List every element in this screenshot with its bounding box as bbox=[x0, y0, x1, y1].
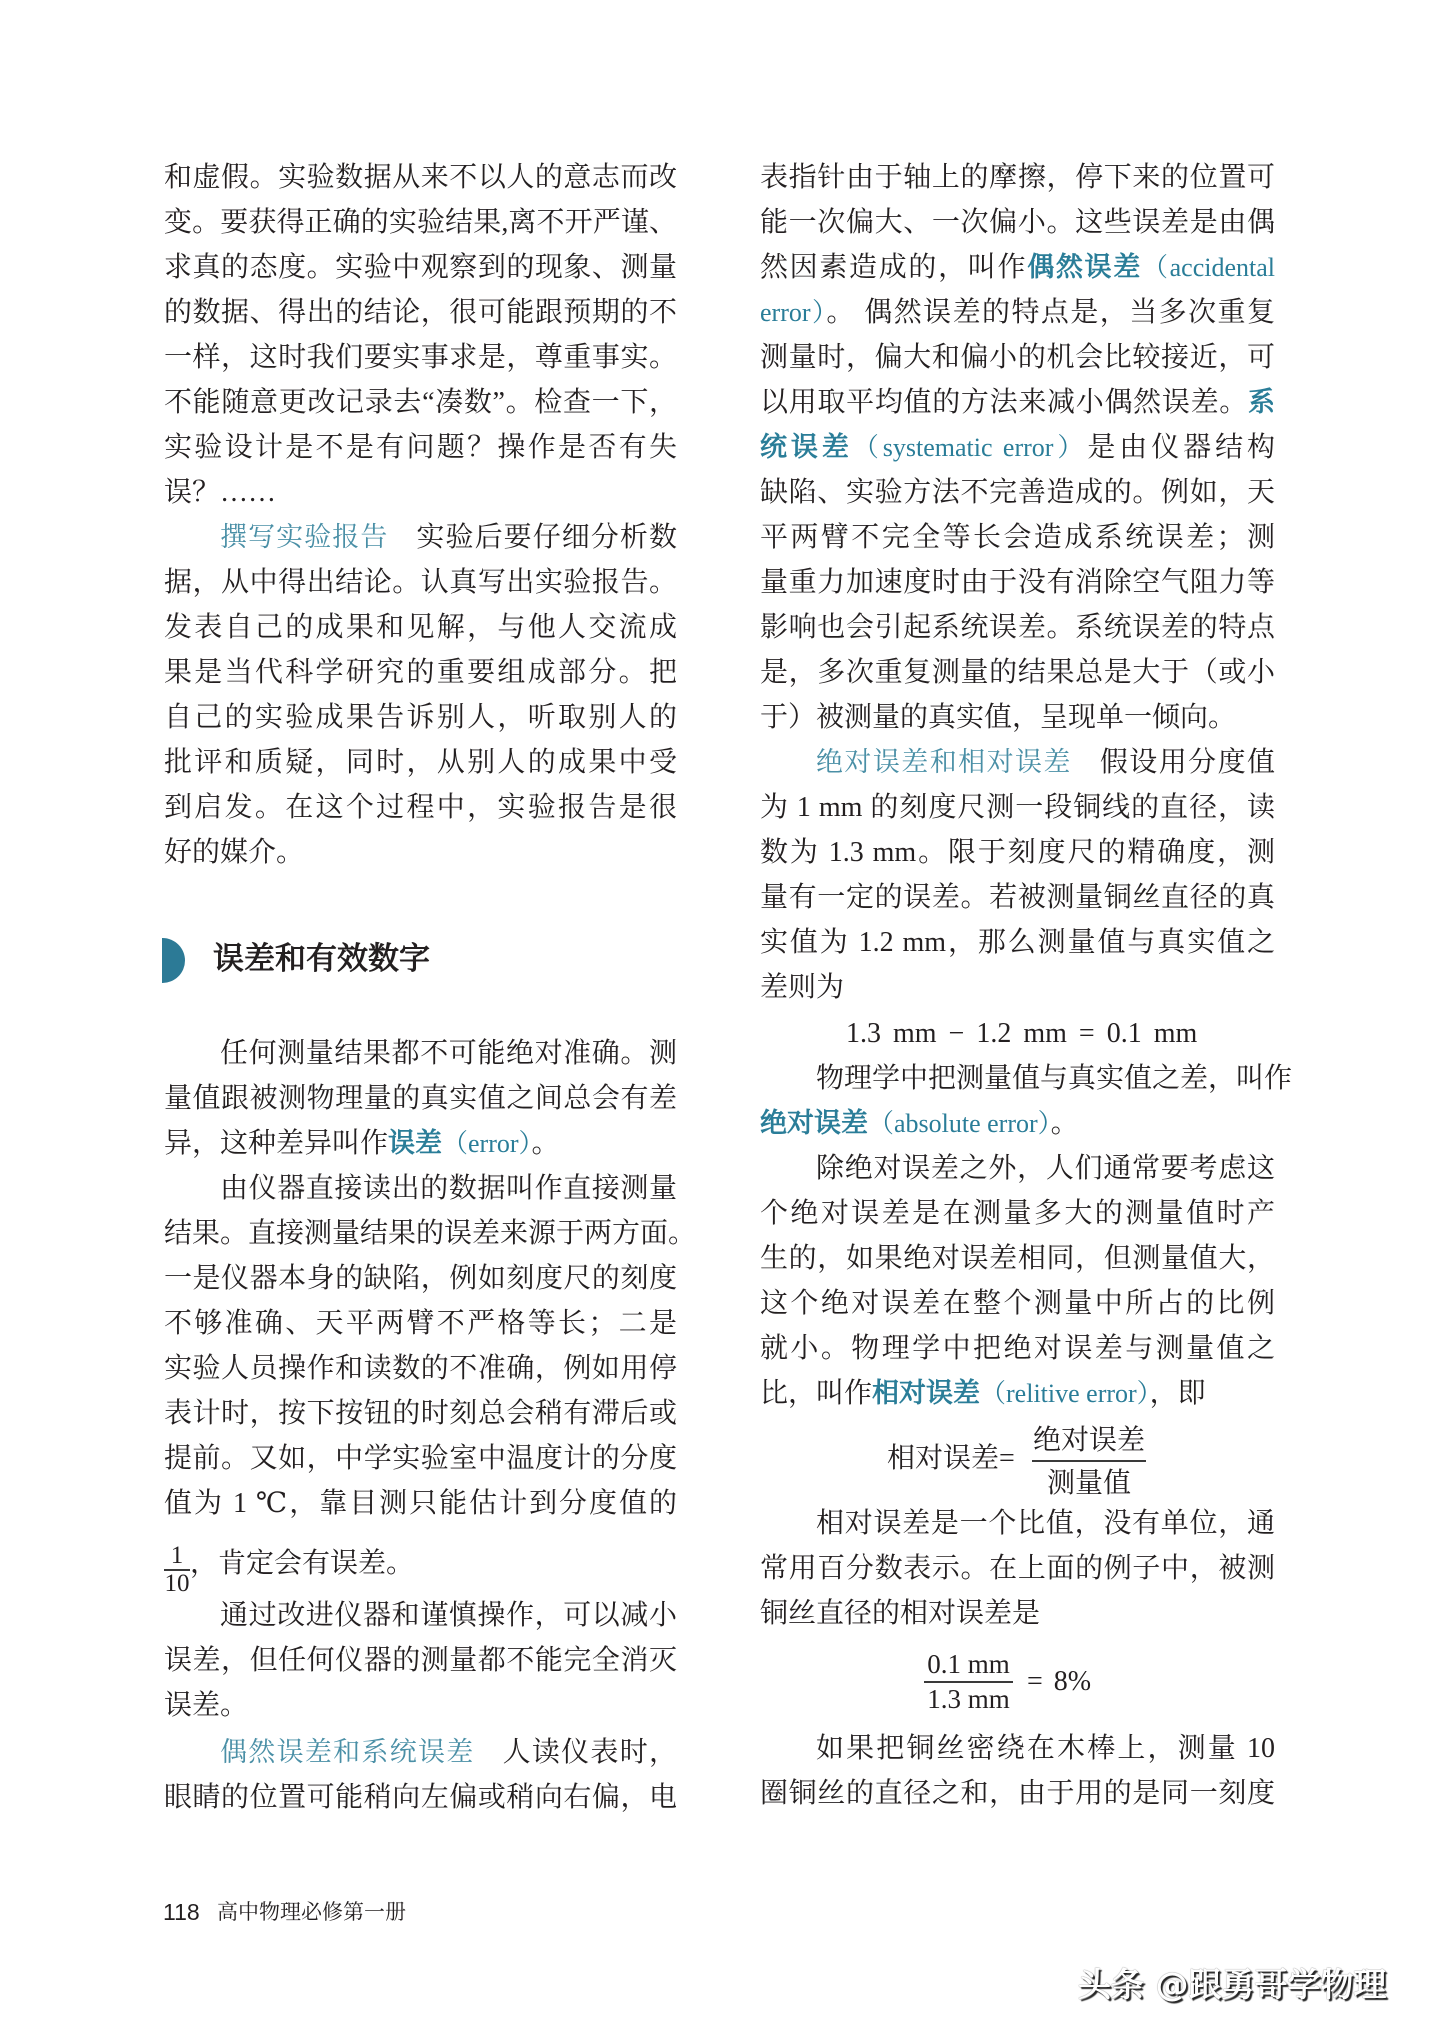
text-line bbox=[164, 515, 677, 560]
line-text: 。 偶然误差的特点是，当多次重复 bbox=[826, 297, 1275, 328]
line-text: 自己的实验成果告诉别人，听取别人的 bbox=[164, 702, 677, 733]
line-text: 量重力加速度时由于没有消除空气阻力等 bbox=[760, 567, 1275, 598]
text-line bbox=[164, 245, 677, 290]
line-text: 是，多次重复测量的结果总是大于（或小 bbox=[760, 657, 1275, 688]
term-english: （absolute error） bbox=[868, 1109, 1051, 1138]
term-english: （relitive error） bbox=[980, 1379, 1150, 1408]
text-line bbox=[164, 1211, 697, 1256]
text-line bbox=[164, 1775, 677, 1820]
line-text: 以用取平均值的方法来减小偶然误差。 bbox=[760, 387, 1248, 418]
section-marker-icon bbox=[162, 938, 185, 983]
line-text: 生的，如果绝对误差相同，但测量值大， bbox=[760, 1243, 1275, 1274]
term-highlight: 统误差 bbox=[760, 432, 853, 463]
line-text: 提前。又如，中学实验室中温度计的分度 bbox=[164, 1443, 677, 1474]
line-text: 除绝对误差之外，人们通常要考虑这 bbox=[816, 1153, 1275, 1184]
line-text: 相对误差是一个比值，没有单位，通 bbox=[816, 1508, 1275, 1539]
text-line bbox=[760, 245, 1275, 290]
line-text: 的数据、得出的结论，很可能跟预期的不 bbox=[164, 297, 677, 328]
line-text: 实验设计是不是有问题？操作是否有失 bbox=[164, 432, 677, 463]
equation-absolute-error: 1.3 mm − 1.2 mm = 0.1 mm bbox=[846, 1018, 1198, 1049]
line-text: 能一次偏大、一次偏小。这些误差是由偶 bbox=[760, 207, 1275, 238]
text-line bbox=[164, 1256, 677, 1301]
line-text: 然因素造成的，叫作 bbox=[760, 252, 1028, 283]
line-text: 值为 1 ℃，靠目测只能估计到分度值的 bbox=[164, 1488, 677, 1519]
term-highlight: 偶然误差 bbox=[1027, 252, 1142, 283]
line-text: 量值跟被测物理量的真实值之间总会有差 bbox=[164, 1083, 677, 1114]
line-text: 铜丝直径的相对误差是 bbox=[760, 1598, 1041, 1629]
fraction-numerator: 0.1 mm bbox=[927, 1649, 1010, 1679]
text-line bbox=[760, 1371, 1275, 1416]
line-text: 。 bbox=[1050, 1108, 1079, 1139]
fraction-denominator: 10 bbox=[164, 1570, 190, 1597]
line-text: 物理学中把测量值与真实值之差，叫作 bbox=[816, 1063, 1293, 1094]
line-text: 如果把铜丝密绕在木棒上，测量 10 bbox=[816, 1733, 1275, 1764]
text-line bbox=[760, 965, 1275, 1010]
subsection-label: 偶然误差和系统误差 bbox=[220, 1737, 475, 1768]
line-text: 变。要获得正确的实验结果,离不开严谨、 bbox=[164, 207, 677, 238]
text-line bbox=[164, 380, 677, 425]
text-line bbox=[760, 650, 1275, 695]
line-text: 就小。物理学中把绝对误差与测量值之 bbox=[760, 1333, 1275, 1364]
text-line bbox=[164, 1436, 677, 1481]
line-text: 不能随意更改记录去“凑数”。检查一下， bbox=[164, 387, 677, 418]
line-text: 个绝对误差是在测量多大的测量值时产 bbox=[760, 1198, 1275, 1229]
text-line bbox=[164, 1481, 677, 1526]
line-text: 一是仪器本身的缺陷，例如刻度尺的刻度 bbox=[164, 1263, 677, 1294]
text-line bbox=[164, 425, 677, 470]
text-line bbox=[760, 1191, 1275, 1236]
text-line bbox=[760, 380, 1275, 425]
line-text: 这个绝对误差在整个测量中所占的比例 bbox=[760, 1288, 1275, 1319]
line-text: 求真的态度。实验中观察到的现象、测量 bbox=[164, 252, 677, 283]
line-text: 到启发。在这个过程中，实验报告是很 bbox=[164, 792, 677, 823]
fraction-numerator: 1 bbox=[170, 1542, 184, 1569]
text-line bbox=[760, 1326, 1275, 1371]
line-text: 缺陷、实验方法不完善造成的。例如，天 bbox=[760, 477, 1275, 508]
line-text: 是由仪器结构 bbox=[1087, 432, 1275, 463]
line-text: 好的媒介。 bbox=[164, 837, 305, 868]
line-text: 表指针由于轴上的摩擦，停下来的位置可 bbox=[760, 162, 1275, 193]
line-text: 误差，但任何仪器的测量都不能完全消灭 bbox=[164, 1645, 677, 1676]
text-line bbox=[760, 560, 1275, 605]
text-line bbox=[164, 1076, 677, 1121]
term-highlight: 系 bbox=[1248, 387, 1275, 418]
text-line bbox=[164, 785, 677, 830]
text-line bbox=[164, 1121, 677, 1166]
term-english: （error） bbox=[442, 1129, 532, 1158]
text-line bbox=[760, 155, 1275, 200]
text-line bbox=[164, 155, 677, 200]
text-line bbox=[164, 740, 677, 785]
line-text: 通过改进仪器和谨慎操作，可以减小 bbox=[220, 1600, 677, 1631]
text-line bbox=[164, 290, 677, 335]
line-text: 一样，这时我们要实事求是，尊重事实。 bbox=[164, 342, 677, 373]
page-number: 118 bbox=[163, 1899, 200, 1925]
text-line bbox=[760, 695, 1275, 740]
term-highlight: 相对误差 bbox=[872, 1378, 981, 1409]
text-line bbox=[190, 1541, 414, 1586]
text-line bbox=[164, 335, 677, 380]
fraction-denominator: 测量值 bbox=[1046, 1466, 1131, 1499]
fraction-numerator: 绝对误差 bbox=[1032, 1423, 1145, 1456]
line-text: 差则为 bbox=[760, 972, 845, 1003]
term-highlight: 误差 bbox=[388, 1128, 443, 1159]
line-text: 圈铜丝的直径之和，由于用的是同一刻度 bbox=[760, 1778, 1275, 1809]
line-text: 量有一定的误差。若被测量铜丝直径的真 bbox=[760, 882, 1275, 913]
line-text: 不够准确、天平两臂不严格等长；二是 bbox=[164, 1308, 677, 1339]
text-line bbox=[760, 830, 1275, 875]
text-line bbox=[164, 560, 677, 605]
line-text: ，肯定会有误差。 bbox=[190, 1548, 415, 1579]
text-line bbox=[164, 695, 677, 740]
formula-lhs: 相对误差= bbox=[887, 1443, 1015, 1474]
term-english: error） bbox=[760, 298, 827, 327]
text-line bbox=[164, 1730, 677, 1775]
text-line bbox=[760, 1281, 1275, 1326]
text-line bbox=[164, 1346, 677, 1391]
line-text: 比，叫作 bbox=[760, 1378, 873, 1409]
term-english: （systematic error） bbox=[852, 433, 1088, 462]
line-text: 假设用分度值 bbox=[1099, 747, 1275, 778]
line-text: 实验人员操作和读数的不准确，例如用停 bbox=[164, 1353, 677, 1384]
text-line bbox=[164, 650, 677, 695]
text-line bbox=[760, 1546, 1275, 1591]
line-text: ，即 bbox=[1149, 1378, 1206, 1409]
line-text: 批评和质疑，同时，从别人的成果中受 bbox=[164, 747, 677, 778]
line-text: 表计时，按下按钮的时刻总会稍有滞后或 bbox=[164, 1398, 677, 1429]
line-text: 实验后要仔细分析数 bbox=[416, 522, 677, 553]
watermark: 头条 @跟勇哥学物理 bbox=[1078, 1965, 1387, 2004]
line-text: 实值为 1.2 mm，那么测量值与真实值之 bbox=[760, 927, 1275, 958]
text-line bbox=[760, 1146, 1275, 1191]
text-line bbox=[760, 740, 1275, 785]
text-line bbox=[164, 200, 677, 245]
text-line bbox=[164, 1593, 677, 1638]
text-line bbox=[164, 605, 677, 650]
line-text: 由仪器直接读出的数据叫作直接测量 bbox=[220, 1173, 677, 1204]
text-line bbox=[760, 1501, 1275, 1546]
text-line bbox=[760, 920, 1275, 965]
line-text: 眼睛的位置可能稍向左偏或稍向右偏，电 bbox=[164, 1782, 677, 1813]
text-line bbox=[760, 1591, 1275, 1636]
line-text: 误？…… bbox=[164, 477, 277, 508]
text-line bbox=[760, 1056, 1293, 1101]
text-line bbox=[760, 1771, 1275, 1816]
line-text: 和虚假。实验数据从来不以人的意志而改 bbox=[164, 162, 677, 193]
line-text: 于）被测量的真实值，呈现单一倾向。 bbox=[760, 702, 1237, 733]
text-line bbox=[164, 830, 677, 875]
line-text: 常用百分数表示。在上面的例子中，被测 bbox=[760, 1553, 1275, 1584]
subsection-label: 绝对误差和相对误差 bbox=[816, 747, 1072, 778]
line-text: 发表自己的成果和见解，与他人交流成 bbox=[164, 612, 677, 643]
subsection-label: 撰写实验报告 bbox=[220, 522, 389, 553]
text-line bbox=[760, 425, 1275, 470]
line-text: 果是当代科学研究的重要组成部分。把 bbox=[164, 657, 677, 688]
line-text: 结果。直接测量结果的误差来源于两方面。 bbox=[164, 1218, 697, 1249]
line-text: 测量时，偏大和偏小的机会比较接近，可 bbox=[760, 342, 1275, 373]
text-line bbox=[760, 785, 1275, 830]
line-text: 。 bbox=[531, 1128, 560, 1159]
section-heading: 误差和有效数字 bbox=[213, 941, 430, 977]
fraction-bar bbox=[1032, 1460, 1146, 1462]
line-text: 平两臂不完全等长会造成系统误差；测 bbox=[760, 522, 1275, 553]
text-line bbox=[760, 875, 1275, 920]
line-text: 据，从中得出结论。认真写出实验报告。 bbox=[164, 567, 677, 598]
term-highlight: 绝对误差 bbox=[760, 1108, 868, 1139]
line-text: 人读仪表时， bbox=[502, 1737, 677, 1768]
text-line bbox=[760, 290, 1275, 335]
text-line bbox=[164, 1031, 677, 1076]
line-text: 数为 1.3 mm。限于刻度尺的精确度，测 bbox=[760, 837, 1275, 868]
formula-result: = 8% bbox=[1027, 1666, 1092, 1697]
text-line bbox=[164, 1683, 677, 1728]
text-line bbox=[164, 1301, 677, 1346]
text-line bbox=[760, 200, 1275, 245]
term-english: （accidental bbox=[1141, 253, 1275, 282]
text-line bbox=[760, 1236, 1275, 1281]
text-line bbox=[760, 605, 1275, 650]
text-line bbox=[760, 1726, 1275, 1771]
text-line bbox=[164, 1638, 677, 1683]
book-title: 高中物理必修第一册 bbox=[217, 1900, 406, 1924]
text-line bbox=[164, 1166, 677, 1211]
line-text: 影响也会引起系统误差。系统误差的特点 bbox=[760, 612, 1275, 643]
line-text: 异，这种差异叫作 bbox=[164, 1128, 389, 1159]
text-line bbox=[760, 470, 1275, 515]
text-line bbox=[164, 1391, 677, 1436]
text-line bbox=[760, 1101, 1275, 1146]
text-line bbox=[760, 335, 1275, 380]
line-text: 为 1 mm 的刻度尺测一段铜线的直径，读 bbox=[760, 792, 1275, 823]
text-line bbox=[164, 470, 677, 515]
fraction-denominator: 1.3 mm bbox=[927, 1684, 1010, 1714]
text-line bbox=[760, 515, 1275, 560]
line-text: 误差。 bbox=[164, 1690, 249, 1721]
line-text: 任何测量结果都不可能绝对准确。测 bbox=[220, 1038, 677, 1069]
